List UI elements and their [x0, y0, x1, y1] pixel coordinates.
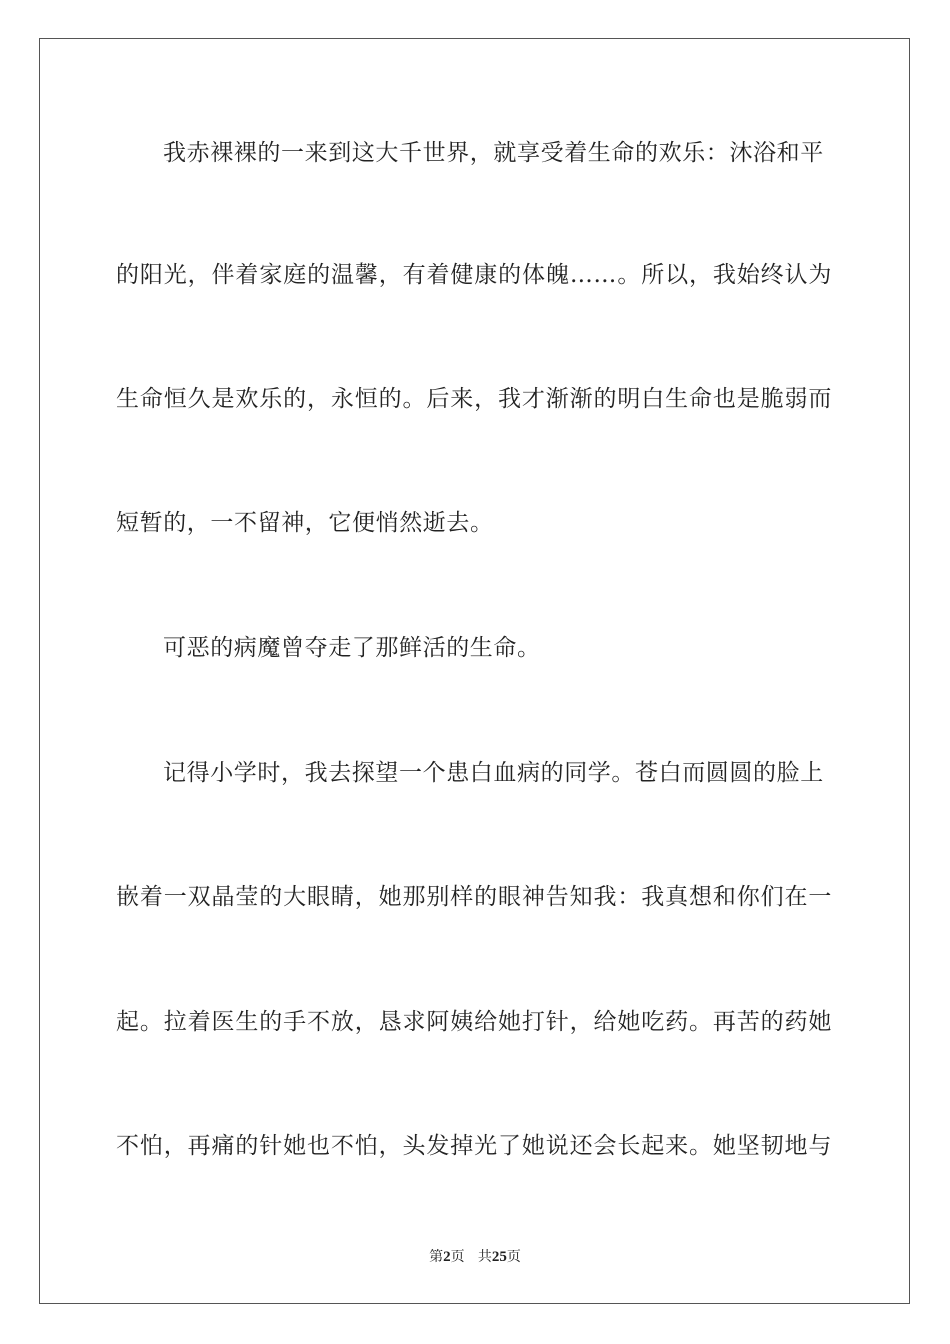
- page-border: [39, 38, 910, 1304]
- paragraph-2-line-1: 可恶的病魔曾夺走了那鲜活的生命。: [163, 635, 541, 661]
- page-footer: [0, 1248, 950, 1266]
- total-suffix: 页: [506, 1249, 521, 1265]
- page-number: 2: [443, 1249, 451, 1265]
- paragraph-3-line-2: 嵌着一双晶莹的大眼睛，她那别样的眼神告知我：我真想和你们在一: [116, 884, 832, 910]
- page-prefix: 第: [429, 1249, 444, 1265]
- paragraph-1-line-3: 生命恒久是欢乐的，永恒的。后来，我才渐渐的明白生命也是脆弱而: [116, 386, 832, 412]
- paragraph-1-line-2: 的阳光，伴着家庭的温馨，有着健康的体魄……。所以，我始终认为: [116, 262, 832, 288]
- paragraph-1-line-4: 短暂的，一不留神，它便悄然逝去。: [116, 510, 494, 536]
- total-pages: 25: [491, 1249, 507, 1265]
- paragraph-3-line-4: 不怕，再痛的针她也不怕，头发掉光了她说还会长起来。她坚韧地与: [116, 1133, 832, 1159]
- page-suffix: 页: [450, 1249, 465, 1265]
- total-prefix: 共: [477, 1249, 492, 1265]
- paragraph-3-line-1: 记得小学时，我去探望一个患白血病的同学。苍白而圆圆的脸上: [163, 760, 824, 786]
- paragraph-3-line-3: 起。拉着医生的手不放，恳求阿姨给她打针，给她吃药。再苦的药她: [116, 1009, 832, 1035]
- paragraph-1-line-1: 我赤裸裸的一来到这大千世界，就享受着生命的欢乐：沐浴和平: [163, 140, 824, 166]
